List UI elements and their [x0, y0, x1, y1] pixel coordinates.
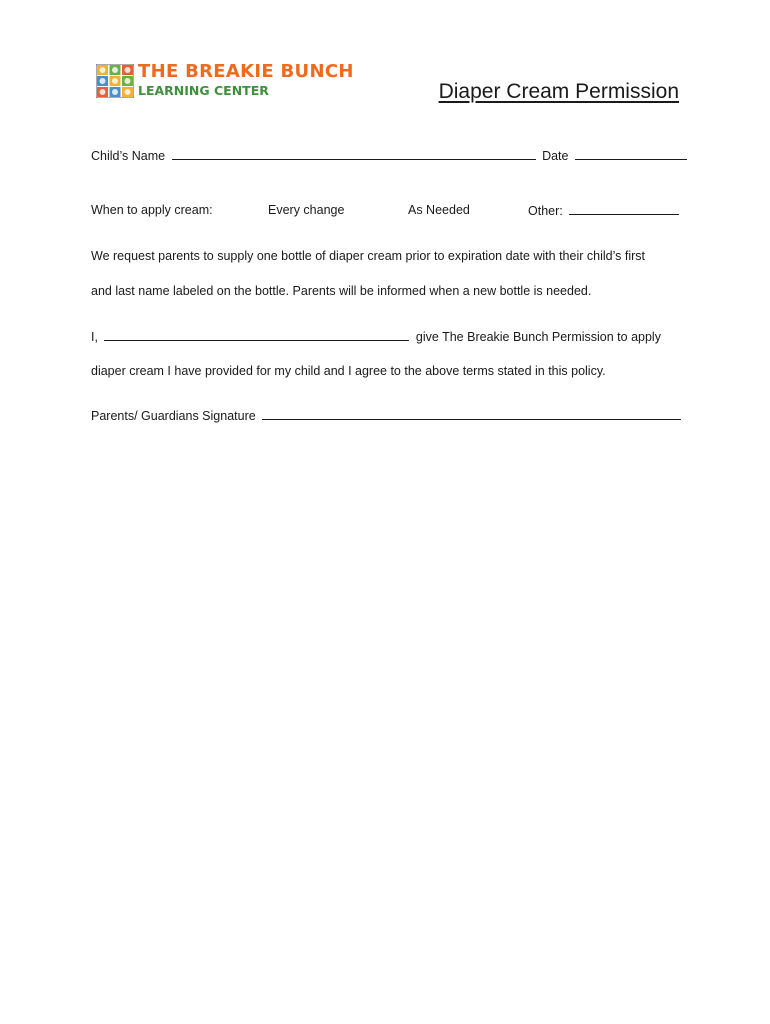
logo-grid-icon — [96, 64, 134, 98]
permission-line-2: diaper cream I have provided for my child and I agree to the above terms stated in this policy. — [91, 364, 606, 378]
document-title: Diaper Cream Permission — [438, 80, 679, 103]
signature-label: Parents/ Guardians Signature — [91, 409, 256, 423]
option-every-change[interactable]: Every change — [268, 203, 345, 217]
policy-paragraph-line-1: We request parents to supply one bottle of diaper cream prior to expiration date with their child’s first — [91, 249, 645, 263]
center-logo — [96, 61, 354, 100]
policy-paragraph-line-2: and last name labeled on the bottle. Parents will be informed when a new bottle is needed. — [91, 284, 592, 298]
permission-suffix: give The Breakie Bunch Permission to apply — [415, 330, 661, 344]
option-other-label: Other: — [528, 204, 563, 218]
logo-line-1: THE BREAKIE BUNCH — [138, 61, 354, 82]
signature-row — [91, 408, 681, 423]
option-as-needed[interactable]: As Needed — [408, 203, 470, 217]
logo-line-2: LEARNING CENTER — [138, 83, 269, 98]
date-field[interactable] — [575, 148, 687, 160]
permission-line-1 — [91, 329, 661, 344]
child-name-label: Child’s Name — [91, 149, 166, 163]
child-name-field[interactable] — [172, 148, 536, 160]
signature-field[interactable] — [262, 408, 681, 420]
option-other[interactable] — [528, 203, 679, 218]
other-field[interactable] — [569, 203, 679, 215]
apply-cream-label: When to apply cream: — [91, 203, 213, 217]
permission-prefix: I, — [91, 330, 98, 344]
child-name-row — [91, 148, 687, 163]
date-label: Date — [542, 149, 569, 163]
parent-name-field[interactable] — [104, 329, 409, 341]
